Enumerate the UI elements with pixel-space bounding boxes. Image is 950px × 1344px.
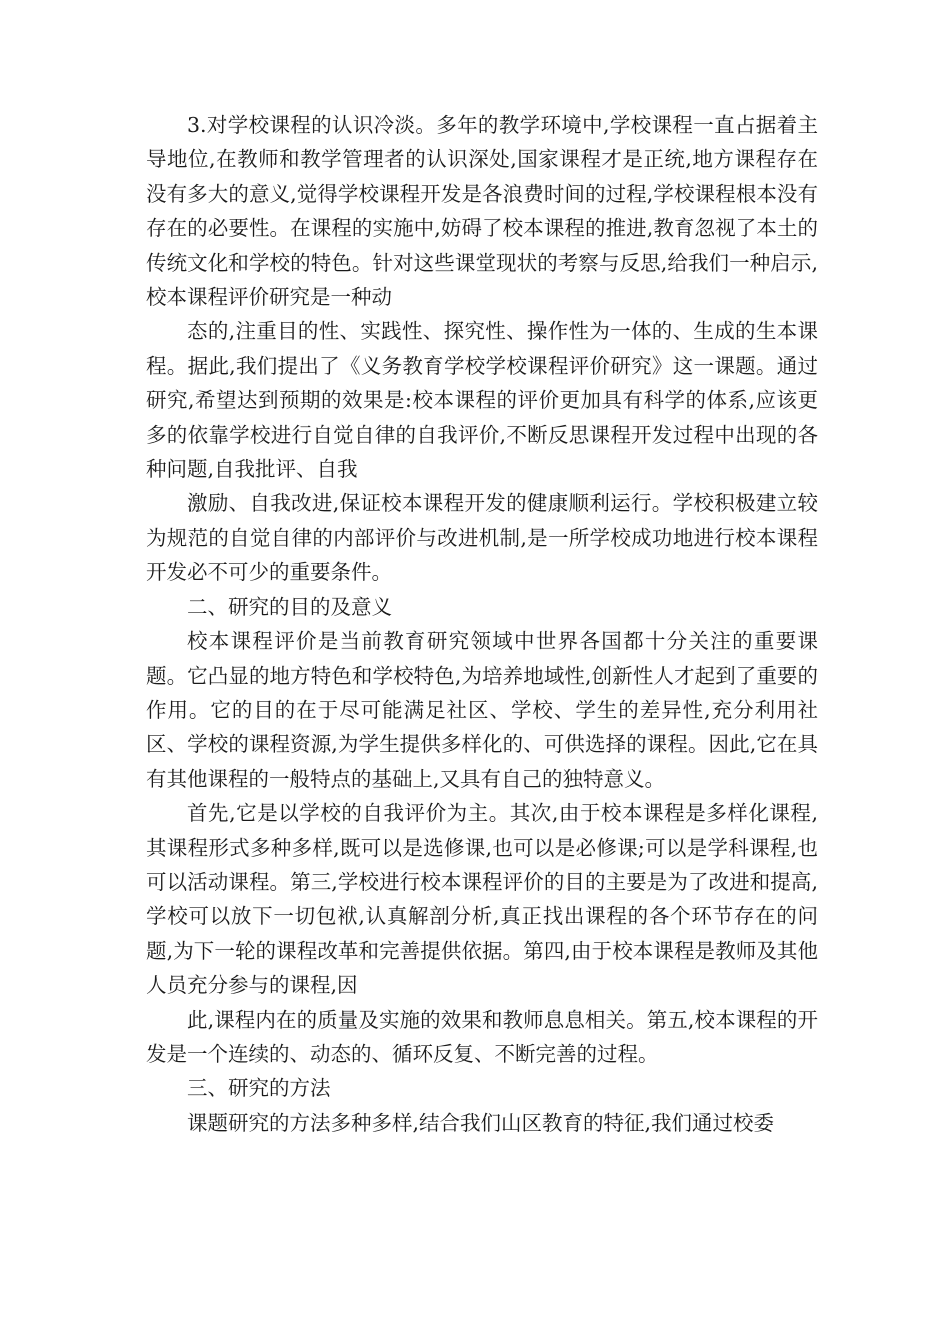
paragraph-research-methods: 课题研究的方法多种多样,结合我们山区教育的特征,我们通过校委 (187, 1110, 775, 1135)
paragraph-self-improvement: 激励、自我改进,保证校本课程开发的健康顺利运行。学校积极建立较为规范的自觉自律的内部评价与改进机制,是一所学校成功地进行校本课程开发必不可少的重要条件。 (146, 491, 818, 585)
section-heading-purpose: 二、研究的目的及意义 (187, 594, 392, 619)
paragraph-research-proposal: 态的,注重目的性、实践性、探究性、操作性为一体的、生成的生本课程。据此,我们提出了《义务教育学校学校课程评价研究》这一课题。通过研究,希望达到预期的效果是:校本课程的评价更加具有科学的体系,应该更多的依靠学校进行自觉自律的自我评价,不断反思课程开发过程中出现的各种问题,自我批评、自我 (146, 319, 818, 482)
paragraph-continuous-process: 此,课程内在的质量及实施的效果和教师息息相关。第五,校本课程的开发是一个连续的、动态的、循环反复、不断完善的过程。 (146, 1007, 818, 1066)
paragraph-school-curriculum-indifference: 3.对学校课程的认识冷淡。多年的教学环境中,学校课程一直占据着主导地位,在教师和教学管理者的认识深处,国家课程才是正统,地方课程存在没有多大的意义,觉得学校课程开发是各浪费时间的过程,学校课程根本没有存在的必要性。在课程的实施中,妨碍了校本课程的推进,教育忽视了本土的传统文化和学校的特色。针对这些课堂现状的考察与反思,给我们一种启示,校本课程评价研究是一种动 (146, 113, 818, 310)
paragraph-evaluation-features: 首先,它是以学校的自我评价为主。其次,由于校本课程是多样化课程,其课程形式多种多样,既可以是选修课,也可以是必修课;可以是学科课程,也可以活动课程。第三,学校进行校本课程评价的目的主要是为了改进和提高,学校可以放下一切包袱,认真解剖分析,真正找出课程的各个环节存在的问题,为下一轮的课程改革和完善提供依据。第四,由于校本课程是教师及其他人员充分参与的课程,因 (146, 801, 818, 998)
paragraph-evaluation-significance: 校本课程评价是当前教育研究领域中世界各国都十分关注的重要课题。它凸显的地方特色和学校特色,为培养地域性,创新性人才起到了重要的作用。它的目的在于尽可能满足社区、学校、学生的差异性,充分利用社区、学校的课程资源,为学生提供多样化的、可供选择的课程。因此,它在具有其他课程的一般特点的基础上,又具有自己的独特意义。 (146, 629, 818, 791)
document-body (146, 108, 818, 1140)
section-heading-methods: 三、研究的方法 (187, 1076, 331, 1101)
